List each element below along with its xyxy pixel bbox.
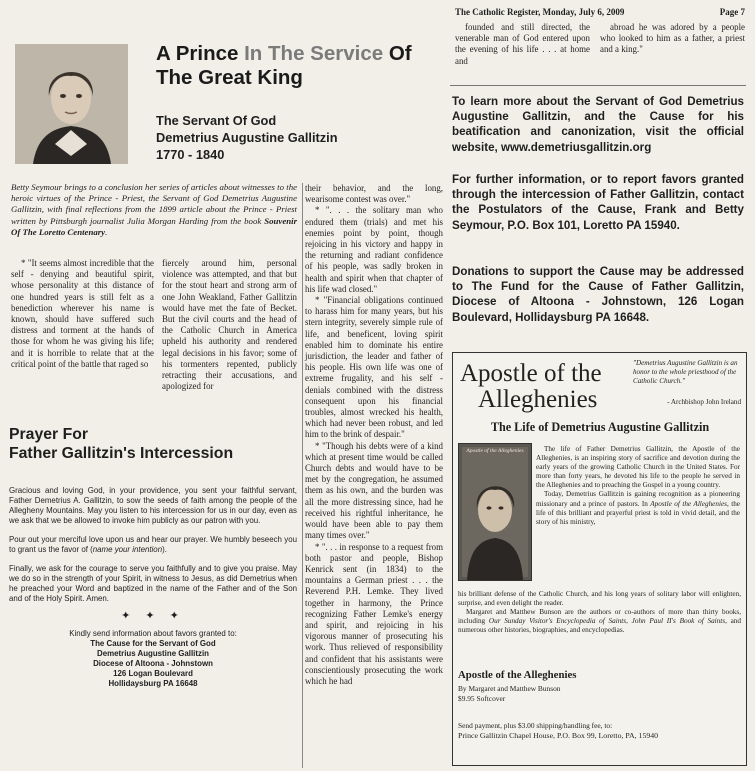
paragraph: founded and still directed, the venerable man of God entered upon the evening of his life . . . at home and — [455, 22, 590, 66]
title-part: A Prince — [156, 42, 245, 65]
further-info-notice: For further information, or to report favors granted through the intercession of Father Gallitzin, contact the Postulators of the Cause, Frank and Betty Seymour, P.O. Box 101, Loretto PA 15940. — [452, 173, 744, 232]
portrait-image — [15, 44, 128, 164]
ad-title-line: Alleghenies — [478, 386, 598, 413]
intro-text: Betty Seymour brings to a conclusion her series of articles about witnesses to the heroic virtues of the Prince - Priest, the Servant of God Demetrius Augustine Gallitzin, with final reflections from the 1899 article about the Prince - Priest written by Pittsburgh journalist Julia Morgan Harding from the book — [11, 182, 297, 226]
prayer-title — [9, 425, 299, 463]
prayer-title-line: Prayer For — [9, 426, 89, 443]
article-title — [156, 42, 446, 90]
intro-end: . — [105, 226, 108, 237]
subtitle-line: 1770 - 1840 — [156, 147, 225, 162]
paragraph: abroad he was adored by a people who looked to him as a father, a priest and a king." — [600, 22, 745, 55]
product-authors: By Margaret and Matthew Bunson — [458, 684, 561, 693]
section-ornament: ✦ ✦ ✦ — [121, 610, 185, 622]
prayer-span: Pour out your merciful love upon us and hear our prayer. We humbly beseech you to grant us the favor of ( — [9, 535, 297, 554]
paragraph: * ". . . the solitary man who endured them (trials) and met his enemies point by point, though rejoicing in his victory and happy in the returning and radiant confidence of his people, was sadly broken in health and spirit when that chapter of his life wad closed." — [305, 205, 443, 294]
page-header — [455, 6, 745, 18]
paragraph: * "Financial obligations continued to harass him for many years, but his stern integrity, severely simple rule of life, and beneficent, loving spirit enabled him to dominate his entire jurisdiction, the leader and father of his people. His own life was one of extreme frugality, and his self - denials combined with the distress consequent upon his financial troubles, almost wrecked his health, which had never been robust, and led him to the brink of despair." — [305, 295, 443, 440]
article-column-1 — [11, 258, 154, 370]
title-part: Of The Great King — [156, 42, 412, 89]
ad-span: Today, Demetrius Gallitzin is gaining recognition as a pioneering missionary and a prince of pastors. In — [536, 490, 740, 508]
article-intro — [11, 182, 297, 238]
ad-span: , and numerous other histories, biographies, and encyclopedias. — [458, 617, 741, 635]
prayer-title-line: Father Gallitzin's Intercession — [9, 445, 234, 462]
prayer-intention: name your intention — [92, 545, 163, 554]
ad-paragraph: his brilliant defense of the Catholic Church, and his long years of solitary labor will enlighten, surprise, and even delight the reader. — [458, 590, 741, 608]
learn-more-notice: To learn more about the Servant of God Demetrius Augustine Gallitzin, and the Cause for his beatification and canonization, visit the official website, www.demetriusgallitzin.org — [452, 95, 744, 154]
contact-intro: Kindly send information about favors granted to: — [69, 629, 237, 638]
prayer-paragraph — [9, 535, 297, 555]
paragraph: * "Though his debts were of a kind which at present time would be called Church debts and would have to be met by the congregation, he assumed them as his own, and the burden was all the more distressing since, had he received his rightful inheritance, he would have been able to pay them many times over." — [305, 440, 443, 541]
ad-subtitle: The Life of Demetrius Augustine Gallitzin — [490, 420, 710, 434]
article-column-2 — [162, 258, 297, 392]
ad-paragraph — [536, 490, 740, 526]
prayer-span: ). — [162, 545, 167, 554]
article-subtitle — [156, 112, 446, 163]
section-divider — [450, 85, 746, 86]
title-part-highlight: In The Service — [244, 42, 384, 65]
favors-contact — [9, 629, 297, 689]
ad-description-continued — [458, 590, 741, 635]
ad-book-ref: Our Sunday Visitor's Encyclopedia of Saints, John Paul II's Book of Saints — [488, 617, 726, 626]
ad-quote: "Demetrius Augustine Gallitzin is an honor to the whole priesthood of the Catholic Church." — [633, 359, 738, 385]
ad-title-line: Apostle of the — [460, 360, 602, 387]
article-column-3 — [305, 183, 443, 687]
ad-span: , the life of this brilliant and prayerful priest is told in vivid detail, and the story of his ministry, — [536, 499, 740, 526]
contact-line: Diocese of Altoona - Johnstown — [93, 659, 213, 668]
column-divider — [302, 183, 303, 768]
ad-paragraph: The life of Father Demetrius Gallitzin, the Apostle of the Alleghenies, is an inspiring story of sacrifice and devotion during the early years of the growing Catholic Church in the United States. For more than forty years, he devoted his life to the people he served in the Alleghenies and to preaching the Gospel in a young country. — [536, 445, 740, 490]
page-number: Page 7 — [719, 7, 745, 17]
ad-title — [460, 361, 635, 413]
product-price: $9.95 Softcover — [458, 694, 506, 703]
article-continuation-2 — [600, 22, 745, 56]
subtitle-line: The Servant Of God — [156, 113, 277, 128]
order-instructions: Send payment, plus $3.00 shipping/handling fee, to: — [458, 721, 613, 730]
contact-line: Hollidaysburg PA 16648 — [108, 679, 198, 688]
prayer-paragraph: Gracious and loving God, in your providence, you sent your faithful servant, Father Demetrius A. Gallitzin, to sow the seeds of faith among the people of the Allegheny Mountains. May you listen to his intercession for us in our day, even as we ask that we be allowed to invoke him publicly as our patron with you. — [9, 486, 297, 525]
product-title: Apostle of the Alleghenies — [458, 669, 577, 681]
contact-line: 126 Logan Boulevard — [113, 669, 193, 678]
paragraph: * "It seems almost incredible that the self - denying and beautiful spirit, whose personality at this distance of one hundred years is still felt as a benediction wherever his name is known, should have suffered such distress and torment at the hands of those for whom he was giving his life; and it is horrible to relate that at the critical point of the battle that raged so — [11, 258, 154, 369]
ad-paragraph — [458, 608, 741, 635]
book-advertisement — [452, 352, 747, 766]
contact-line: Demetrius Augustine Gallitzin — [97, 649, 209, 658]
paragraph: their behavior, and the long, wearisome contest was over." — [305, 183, 443, 205]
prayer-paragraph: Finally, we ask for the courage to serve you faithfully and to give you praise. May we do so in the strength of your Spirit, in witness to Jesus, as did Demetrius when he preached your Word and baptized in the name of the Father and of the Son and of the Holy Spirit. Amen. — [9, 564, 297, 603]
intro-book-title: Souvenir Of The Loretto Centenary — [11, 215, 297, 237]
order-address: Prince Gallitzin Chapel House, P.O. Box 99, Loretto, PA, 15940 — [458, 731, 659, 740]
ad-quote-attribution: - Archbishop John Ireland — [667, 398, 741, 406]
cover-title: Apostle of the Alleghenies — [466, 448, 524, 454]
article-continuation-1 — [455, 22, 590, 67]
ad-book-ref: Apostle of the Alleghenies — [650, 499, 727, 508]
ad-description — [536, 445, 740, 527]
masthead: The Catholic Register, Monday, July 6, 2009 — [455, 7, 625, 17]
paragraph: fiercely around him, personal violence was attempted, and that but for the stout heart and strong arm of one John Weakland, Father Gallitzin would have met the fate of Becket. But the civil courts and the head of the Catholic Church in America upheld his authority and rendered legal decisions in his favor; some of his tormenters repented, publicly retracting their accusations, and apologized for — [162, 258, 297, 392]
prayer-text — [9, 486, 297, 613]
ad-span: Margaret and Matthew Bunson are the authors or co-authors of more than thirty books, including — [458, 608, 741, 626]
donations-notice: Donations to support the Cause may be addressed to The Fund for the Cause of Father Gallitzin, Diocese of Altoona - Johnstown, 126 Logan Boulevard, Hollidaysburg PA 16648. — [452, 265, 744, 324]
contact-line: The Cause for the Servant of God — [90, 639, 216, 648]
book-cover-image — [458, 443, 532, 581]
subtitle-line: Demetrius Augustine Gallitzin — [156, 130, 338, 145]
paragraph: * ". . . in response to a request from both pastor and people, Bishop Kenrick sent (in 1834) to the mountains a German priest . . . the Reverend P.H. Lemke. They lived together in harmony, the Prince recognizing Father Lemke's energy and spirit, and rejoicing in his vigorous manner of prosecuting his work. Thus relieved of responsibility and confident that his assistants were conscientiously prosecuting the work which he had — [305, 541, 443, 686]
